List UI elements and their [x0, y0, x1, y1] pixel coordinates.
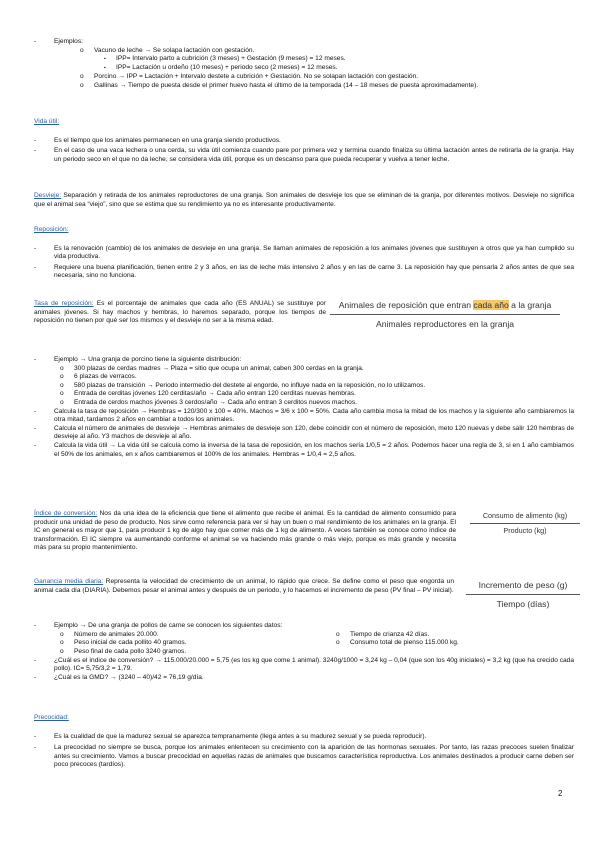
- bullet: -: [34, 441, 37, 449]
- gmd-pregunta-2: ¿Cuál es la GMD? → (3240 – 40)/42 = 76,19 g/día.: [54, 673, 204, 681]
- desvieje-heading: Desvieje:: [34, 192, 62, 199]
- bullet: o: [60, 364, 64, 372]
- bullet: -: [34, 136, 37, 144]
- bullet: o: [80, 73, 84, 81]
- gmd-data-columns: [34, 631, 574, 657]
- bullet: o: [80, 81, 84, 89]
- gmd-ejemplo: [34, 622, 574, 682]
- ejemplos-section: [34, 38, 574, 91]
- bullet: -: [34, 673, 37, 681]
- reposicion-heading: Reposición:: [34, 226, 69, 233]
- tasa-heading: Tasa de reposición:: [34, 300, 94, 307]
- formula-denominator: Tiempo (días): [496, 599, 550, 609]
- gmd-dato: Consumo total de pienso 115.000 kg.: [350, 639, 459, 647]
- gmd-ejemplo-intro: Ejemplo → De una granja de pollos de carne se conocen los siguientes datos:: [54, 622, 283, 629]
- bullet: o: [336, 639, 340, 647]
- fraction-line: [466, 594, 580, 595]
- formula-numerator: Incremento de peso (g): [478, 580, 568, 590]
- tasa-section: [34, 300, 326, 326]
- gmd-section: [34, 578, 454, 595]
- precocidad-p1: Es la cualidad de que la madurez sexual se aparezca tempranamente (llega antes a su madurez sexual y se pueda reproducir).: [54, 732, 427, 740]
- tasa-calc-2: Calcula el número de animales de desvieje → Hembras animales de desvieje son 120, debe coincidir con el número de reposición, meto 120 nuevas y debe salir 120 hembras de desvieje al año. Y3 machos de desvieje al año.: [54, 424, 574, 441]
- ejemplos-title: Ejemplos:: [54, 38, 83, 45]
- tasa-item: Entrada de cerdos machos jóvenes 3 cerdos/año → Cada año entran 3 cerditos nuevos machos.: [74, 398, 357, 406]
- tasa-item: Entrada de cerditas jóvenes 120 cerditas/año → Cada año entran 120 cerditas nuevas hembras.: [74, 390, 356, 398]
- tasa-item: 300 plazas de cerdas madres → Plaza = sitio que ocupa un animal, caben 300 cerdas en la granja.: [74, 364, 364, 372]
- vida-util-heading: Vida útil:: [34, 118, 60, 125]
- indice-heading: Índice de conversión:: [34, 510, 98, 517]
- formula-denominator: Producto (kg): [503, 526, 547, 535]
- gmd-dato: Número de animales 20.000.: [74, 630, 159, 638]
- bullet: -: [34, 356, 37, 363]
- indice-text: Nos da una idea de la eficiencia que tiene el alimento que recibe el animal. Es la cantidad de alimento consumido para producir una unidad de peso de producto. Nos sirve como referencia para ver si hay un buen o mal rendimiento de los animales en la granja. El IC en general es mayor que 1, para producir 1 kg de algo hay que comer más de 1 kg de alimento. A veces también se conoce como índice de transformación. El IC siempre va aumentando conforme el animal se va haciendo más grande o más viejo, porque es más grande y necesita más para su propio mantenimiento.: [34, 510, 457, 552]
- bullet: -: [34, 424, 37, 432]
- bullet: o: [60, 381, 64, 389]
- desvieje-text: Separación y retirada de los animales reproductores de una granja. Son animales de desvieje los que se eliminan de la granja, por diferentes motivos. Desvieje no significa que el animal sea “viejo”, sino que se estima que su rendimiento ya no es interesante productivamente.: [34, 192, 574, 208]
- bullet: o: [60, 630, 64, 638]
- precocidad-p2: La precocidad no siempre se busca, porque los animales enlentecen su crecimiento con la aparición de las hormonas sexuales. Por tanto, las razas precoces suelen finalizar antes su crecimiento. Vamos a buscar precocidad en aquellas razas de animales que buscamos característica reproductiva. Los animales destinados a producir carne deben ser poco precoces (tardíos).: [54, 744, 574, 769]
- bullet: o: [60, 647, 64, 655]
- bullet: o: [60, 373, 64, 381]
- page-number: 2: [558, 789, 563, 798]
- desvieje-section: [34, 192, 574, 209]
- tasa-calc-1: Calcula la tasa de reposición → Hembras = 120/300 x 100 = 40%. Machos = 3/6 x 100 = 50%. Cada año cambia mosa la mitad de los machos y la siguiente año cambiaremos la otra mitad, tardamos 2 años en cambiar a todos los animales.: [54, 407, 574, 424]
- fraction-line: [330, 314, 560, 315]
- fraction-line: [470, 523, 580, 524]
- reposicion-p2: Requiere una buena planificación, tienen entre 2 y 3 años, en las de leche más intensivo 2 años y en las de carne 3. La reposición hay que pensarla 2 años antes de que sea necesaria, sino no funciona.: [54, 263, 574, 280]
- tasa-calc-3: Calcula la vida útil → La vida útil se calcula como la inversa de la tasa de reposición, en los machos sería 1/0,5 = 2 años. Podemos hacer una regla de 3, si en 1 año cambiamos el 50% de los animales, en x años cambiaremos el 100% de los animales. Hembras = 1/0,4 = 2,5 años.: [54, 441, 574, 458]
- precocidad-heading: Precocidad:: [34, 714, 69, 721]
- indice-formula: [470, 512, 580, 535]
- gmd-pregunta-1: ¿Cuál es el índice de conversión? → 115.000/20.000 = 5,75 (es los kg que come 1 animal). 3240g/1000 = 3,24 kg – 0,04 (que son los 40g iniciales) = 3,2 kg (que ha crecido cada pollo). IC= 5,75/3,2 = 1,79.: [54, 656, 574, 673]
- bullet: o: [60, 398, 64, 406]
- gmd-formula: [466, 580, 580, 609]
- bullet: o: [60, 390, 64, 398]
- bullet: -: [34, 147, 37, 155]
- precocidad-section: [34, 714, 574, 770]
- bullet: -: [34, 622, 37, 629]
- bullet: -: [34, 407, 37, 415]
- ipp-formula-2: IPP= Lactación u ordeño (10 meses) + periodo seco (2 meses) = 12 meses.: [116, 63, 338, 71]
- vida-util-p2: En el caso de una vaca lechera o una cerda, su vida útil comienza cuando pare por primera vez y termina cuando finaliza su última lactación antes de retirarla de la granja. Hay un periodo seco en el que no da leche, se considera vida útil, porque es un descanso para que pueda recuperar y vuelva a tener leche.: [54, 147, 574, 163]
- ejemplo-vacuno: Vacuno de leche → Se solapa lactación con gestación.: [94, 46, 255, 54]
- tasa-ejemplo: [34, 356, 574, 459]
- gmd-dato: Tiempo de crianza 42 días.: [350, 630, 430, 638]
- reposicion-p1: Es la renovación (cambio) de los animales de desvieje en una granja. Se llaman animales de reposición a los animales jóvenes que sustituyen a otros que ya han cumplido su vida productiva.: [54, 244, 574, 261]
- formula-numerator: Consumo de alimento (kg): [482, 511, 568, 520]
- tasa-formula: [330, 300, 560, 329]
- gmd-text: Representa la velocidad de crecimiento de un animal, lo rápido que crece. Se define como el peso que engorda un animal cada día (DIARIA). Debemos pesar el animal antes y después de un periodo, y lo hacemos el incremento de peso (PV final – PV inicial).: [34, 578, 454, 594]
- gmd-dato: Peso final de cada pollo 3240 gramos.: [74, 647, 187, 655]
- bullet: o: [336, 630, 340, 638]
- bullet: ▪: [104, 56, 106, 63]
- ejemplo-porcino: Porcino → IPP = Lactación + Intervalo destete a cubrición + Gestación. No se solapan lactación con gestación.: [94, 73, 419, 81]
- formula-denominator: Animales reproductores en la granja: [375, 319, 515, 329]
- reposicion-section: [34, 226, 574, 281]
- gmd-dato: Peso inicial de cada pollito 40 gramos.: [74, 639, 187, 647]
- ipp-formula-1: IPP= Intervalo parto a cubrición (3 meses) + Gestación (9 meses) = 12 meses.: [116, 55, 346, 63]
- bullet: -: [34, 656, 37, 664]
- bullet: -: [34, 732, 37, 740]
- tasa-ejemplo-intro: Ejemplo → Una granja de porcino tiene la siguiente distribución:: [54, 356, 242, 363]
- bullet: ▪: [104, 64, 106, 71]
- ejemplo-gallinas: Gallinas → Tiempo de puesta desde el primer huevo hasta el último de la temporada (14 – 18 meses de puesta aproximadamente).: [94, 81, 479, 89]
- gmd-heading: Ganancia media diaria:: [34, 578, 104, 585]
- vida-util-p1: Es el tiempo que los animales permanecen en una granja siendo productivos.: [54, 136, 281, 144]
- tasa-item: 6 plazas de verracos.: [74, 373, 137, 381]
- bullet: o: [60, 639, 64, 647]
- tasa-text: Es el porcentaje de animales que cada año (ES ANUAL) se sustituye por animales jóvenes. Si hay machos y hembras, lo haremos separado, porque los tiempos de reposición no tienen por qué ser los mismos y el desvieje no ser a la misma edad.: [34, 300, 326, 325]
- tasa-item: 580 plazas de transición → Periodo intermedio del destete al engorde, no influye nada en la reposición, no lo utilizamos.: [74, 381, 426, 389]
- bullet: o: [80, 46, 84, 54]
- bullet: -: [34, 263, 37, 271]
- bullet: -: [34, 38, 37, 45]
- bullet: -: [34, 744, 37, 752]
- formula-numerator: Animales de reposición que entran cada año a la granja: [338, 300, 552, 310]
- vida-util-section: [34, 118, 574, 164]
- bullet: -: [34, 244, 37, 252]
